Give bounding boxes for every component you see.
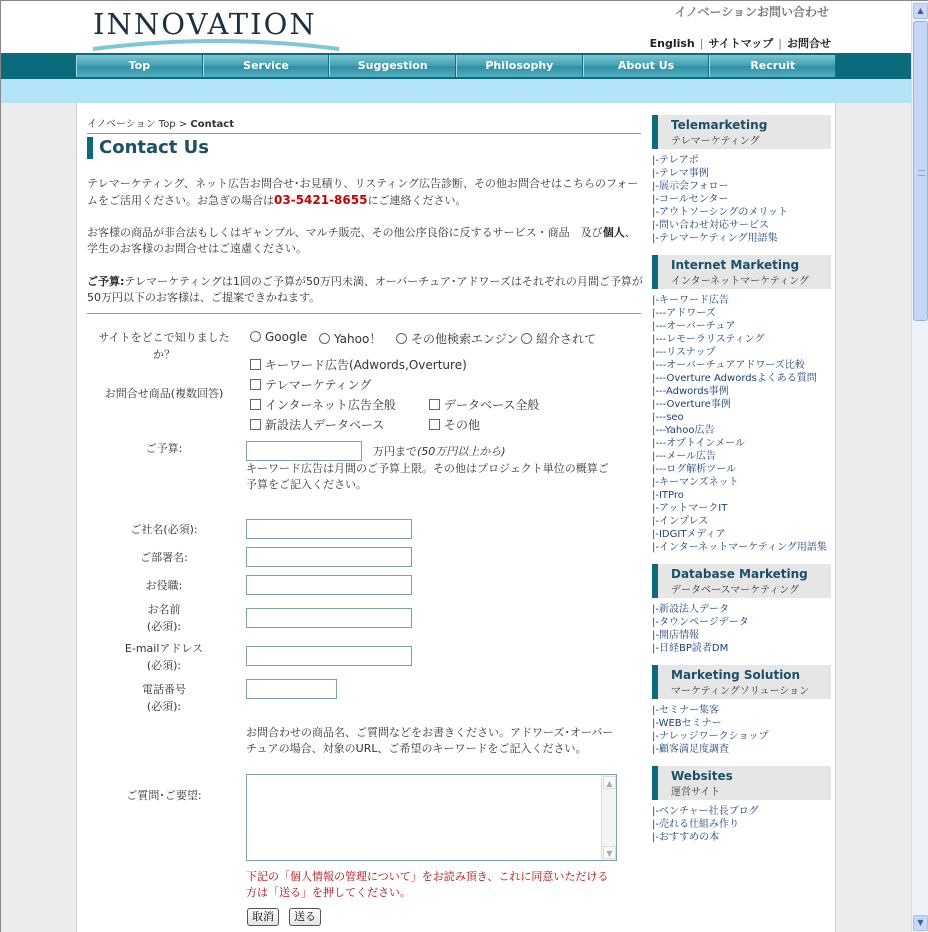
dept-input[interactable] xyxy=(246,547,412,567)
sidebar-head-jp: 運営サイト xyxy=(671,787,721,798)
intro-text: テレマーケティング、ネット広告お問合せ･お見積り、リスティング広告診断、その他お問合せはこちらのフォームをご活用ください。お急ぎの場合は xyxy=(87,177,639,207)
separator: | xyxy=(778,37,782,50)
nav-top[interactable]: Top xyxy=(76,55,203,77)
check-keyword-ads[interactable] xyxy=(250,356,467,373)
checkbox[interactable] xyxy=(429,419,440,430)
question-label: ご質問･ご要望: xyxy=(126,789,202,802)
email-label xyxy=(89,640,239,674)
checkbox[interactable] xyxy=(250,399,261,410)
english-link[interactable]: English xyxy=(649,37,695,50)
section-divider xyxy=(87,313,641,314)
sidebar-head-en: Telemarketing xyxy=(671,118,768,132)
intro-bold: 個人 xyxy=(602,226,625,239)
phone-label-line: (必須): xyxy=(146,700,182,713)
company-label: ご社名(必須): xyxy=(130,523,198,536)
radio-button[interactable] xyxy=(396,333,407,344)
intro-text: お客様の商品が非合法もしくはギャンブル、マルチ販売、その他公序良俗に反するサービス・商品 及び xyxy=(87,226,603,239)
sidebar-list-marketing-solution xyxy=(652,704,837,756)
email-label-line: (必須): xyxy=(146,659,182,672)
scroll-down-icon[interactable]: ▼ xyxy=(603,846,616,859)
checkbox[interactable] xyxy=(429,399,440,410)
sidebar-link[interactable]: |-アウトソーシングのメリット xyxy=(652,207,788,218)
budget-unit-text: 万円まで xyxy=(373,445,417,458)
budget-note: キーワード広告は月間のご予算上限。その他はプロジェクト単位の概算ご予算をご記入ください。 xyxy=(246,462,609,491)
utility-links xyxy=(650,35,831,51)
budget-input[interactable] xyxy=(246,441,362,461)
header-band xyxy=(1,79,911,103)
sidebar-head-en: Database Marketing xyxy=(671,567,808,581)
intro-text: 、学生のお客様のお問合せはご遠慮ください。 xyxy=(87,226,636,255)
sidebar-link[interactable]: |-テレマーケティング用語集 xyxy=(652,233,778,244)
sidebar-link[interactable]: |-インターネットマーケティング用語集 xyxy=(652,542,827,553)
sidebar-link[interactable]: |-問い合わせ対応サービス xyxy=(652,220,769,231)
main-nav xyxy=(76,55,836,77)
sidebar-link[interactable]: |-コールセンター xyxy=(652,194,729,205)
nav-service[interactable]: Service xyxy=(203,55,330,77)
sidebar-link[interactable]: |---メール広告 xyxy=(652,451,716,462)
question-note: お問合わせの商品名、ご質問などをお書きください。アドワーズ･オーバーチュアの場合、対象のURL、ご希望のキーワードをご記入ください。 xyxy=(246,726,614,755)
nav-philosophy[interactable]: Philosophy xyxy=(456,55,583,77)
grip-icon xyxy=(918,170,925,176)
checkbox[interactable] xyxy=(250,359,261,370)
sidebar-link[interactable]: |---オーバーチュアアドワーズ比較 xyxy=(652,360,805,371)
sidebar-head-marketing-solution[interactable] xyxy=(652,665,831,699)
breadcrumb-home[interactable]: イノベーション Top xyxy=(87,119,176,130)
checkbox-label: 新設法人データベース xyxy=(265,418,385,432)
sidebar-link[interactable]: |---ログ解析ツール xyxy=(652,464,736,475)
radio-label: その他検索エンジン xyxy=(411,332,519,346)
sidebar-link[interactable]: |-新設法人データ xyxy=(652,604,729,615)
sidebar-head-en: Websites xyxy=(671,769,733,783)
sitemap-link[interactable]: サイトマップ xyxy=(708,37,774,50)
sidebar-head-jp: マーケティングソリューション xyxy=(671,686,810,697)
radio-button[interactable] xyxy=(521,333,532,344)
sidebar-link[interactable]: |-インプレス xyxy=(652,516,709,527)
site-title: イノベーションお問い合わせ xyxy=(674,5,829,19)
email-input[interactable] xyxy=(246,646,412,666)
intro-paragraph-1 xyxy=(87,176,643,209)
sidebar-list-websites xyxy=(652,805,837,844)
breadcrumb-current: Contact xyxy=(190,119,234,130)
check-other[interactable] xyxy=(429,416,480,433)
checkbox-label: インターネット広告全般 xyxy=(265,398,396,412)
sidebar-link[interactable]: |-ベンチャー社長ブログ xyxy=(652,806,759,817)
sidebar-link[interactable]: |---Overture Adwordsよくある質問 xyxy=(652,373,817,384)
source-label: サイトをどこで知りましたか？ xyxy=(98,331,230,361)
nav-recruit[interactable]: Recruit xyxy=(709,55,836,77)
sidebar-head-telemarketing[interactable] xyxy=(652,115,831,149)
scrollbar-thumb[interactable] xyxy=(913,21,928,321)
sidebar-list-internet-marketing xyxy=(652,294,837,554)
sidebar-link[interactable]: |-展示会フォロー xyxy=(652,181,729,192)
sidebar-link[interactable]: |-アットマークIT xyxy=(652,503,728,514)
sidebar-link[interactable]: |---アドワーズ xyxy=(652,308,716,319)
sidebar-head-jp: インターネットマーケティング xyxy=(671,276,809,287)
sidebar-link[interactable]: |-テレマ事例 xyxy=(652,168,709,179)
check-internet-ads[interactable] xyxy=(250,396,396,413)
sidebar-head-database-marketing[interactable] xyxy=(652,564,831,598)
sidebar-link[interactable]: |-WEBセミナー xyxy=(652,718,722,729)
position-input[interactable] xyxy=(246,575,412,595)
page-title: Contact Us xyxy=(87,137,209,159)
intro-bold: ご予算: xyxy=(87,275,125,288)
breadcrumb xyxy=(87,115,641,134)
name-input[interactable] xyxy=(246,608,412,628)
phone-label-line: 電話番号 xyxy=(142,683,186,696)
sidebar-link[interactable]: |-IDGITメディア xyxy=(652,529,726,540)
sidebar-link[interactable]: |-おすすめの本 xyxy=(652,832,720,843)
sidebar-link[interactable]: |-ナレッジワークショップ xyxy=(652,731,769,742)
check-database[interactable] xyxy=(429,396,539,413)
intro-paragraph-2 xyxy=(87,225,643,257)
budget-hint: (50万円以上から) xyxy=(417,445,506,458)
sidebar-link[interactable]: |-テレアポ xyxy=(652,155,699,166)
page-scrollbar[interactable] xyxy=(911,1,928,932)
dept-label: ご部署名: xyxy=(140,551,188,564)
breadcrumb-sep: > xyxy=(175,119,191,130)
scroll-up-icon[interactable]: ▲ xyxy=(603,776,616,789)
name-label-line: お名前 xyxy=(147,603,181,616)
phone-input[interactable] xyxy=(246,679,337,699)
innovation-logo[interactable]: INNOVATION xyxy=(93,7,317,41)
checkbox-label: その他 xyxy=(444,418,481,432)
site-header xyxy=(1,1,911,53)
sidebar-head-en: Internet Marketing xyxy=(671,258,800,272)
sidebar-link[interactable]: |-キーマンズネット xyxy=(652,477,739,488)
sidebar-link[interactable]: |-売れる仕組み作り xyxy=(652,819,739,830)
company-input[interactable] xyxy=(246,519,412,539)
radio-yahoo[interactable] xyxy=(319,330,381,347)
radio-other-engine[interactable] xyxy=(396,330,518,347)
sidebar-link[interactable]: |---リスナップ xyxy=(652,347,716,358)
phone-label xyxy=(89,681,239,715)
email-label-line: E-mailアドレス xyxy=(124,642,204,655)
radio-referral[interactable] xyxy=(521,330,596,347)
sidebar-head-jp: データベースマーケティング xyxy=(671,585,800,596)
sidebar-list-database-marketing xyxy=(652,603,837,655)
sidebar-link[interactable]: |-ITPro xyxy=(652,490,684,501)
sidebar-link[interactable]: |-開店情報 xyxy=(652,630,699,641)
sidebar-link[interactable]: |---Adwords事例 xyxy=(652,386,729,397)
intro-text: にご連絡ください。 xyxy=(367,194,467,207)
sidebar-link[interactable]: |-日経BP読者DM xyxy=(652,643,729,654)
intro-paragraph-3 xyxy=(87,274,643,306)
separator: | xyxy=(699,37,704,50)
sidebar-link[interactable]: |---seo xyxy=(652,412,684,423)
sidebar-link[interactable]: |-タウンページデータ xyxy=(652,617,749,628)
sidebar-link[interactable]: |-顧客満足度調査 xyxy=(652,744,729,755)
submit-button[interactable]: 送る xyxy=(289,908,321,926)
scroll-up-icon[interactable]: ▲ xyxy=(913,3,928,19)
name-label-line: (必須): xyxy=(146,620,182,633)
sidebar-head-en: Marketing Solution xyxy=(671,668,801,682)
radio-google[interactable] xyxy=(250,330,307,344)
sidebar-head-jp: テレマーケティング xyxy=(671,136,760,147)
position-label: お役職: xyxy=(145,579,183,592)
radio-label: Yahoo！ xyxy=(334,332,382,346)
checkbox-label: テレマーケティング xyxy=(265,378,372,392)
cancel-button[interactable]: 取消 xyxy=(247,908,279,926)
nav-about-us[interactable]: About Us xyxy=(583,55,710,77)
contact-link[interactable]: お問合せ xyxy=(787,37,831,50)
phone-number: 03-5421-8655 xyxy=(274,193,368,207)
logo-swoosh-icon xyxy=(91,37,341,51)
textarea-scrollbar[interactable] xyxy=(601,775,616,860)
check-telemarketing[interactable] xyxy=(250,376,371,393)
sidebar-head-internet-marketing[interactable] xyxy=(652,255,831,289)
sidebar-link[interactable]: |---オプトインメール xyxy=(652,438,745,449)
checkbox[interactable] xyxy=(250,379,261,390)
checkbox-label: キーワード広告(Adwords,Overture) xyxy=(265,358,467,372)
sidebar-link[interactable]: |---Yahoo広告 xyxy=(652,425,715,436)
sidebar-head-websites[interactable] xyxy=(652,766,831,800)
sidebar-link[interactable]: |-セミナー集客 xyxy=(652,705,719,716)
nav-suggestion[interactable]: Suggestion xyxy=(329,55,456,77)
product-label: お問合せ商品(複数回答) xyxy=(104,387,224,400)
scroll-down-icon[interactable]: ▼ xyxy=(913,915,928,931)
privacy-agreement-note: 下記の「個人情報の管理について」をお読み頂き、これに同意いただける方は「送る」を押してください。 xyxy=(246,870,609,899)
budget-label: ご予算: xyxy=(145,442,183,455)
name-label xyxy=(89,601,239,635)
sidebar-list-telemarketing xyxy=(652,154,837,245)
radio-label: Google xyxy=(265,330,308,344)
intro-text: テレマーケティングは1回のご予算が50万円未満、オーバーチュア･アドワーズはそれぞれの月間ご予算が50万円以下のお客様は、ご提案できかねます。 xyxy=(87,275,643,304)
radio-label: 紹介されて xyxy=(536,332,597,346)
sidebar-link[interactable]: |---オーバーチュア xyxy=(652,321,736,332)
sidebar-link[interactable]: |---レモーラリスティング xyxy=(652,334,765,345)
question-textarea[interactable] xyxy=(246,774,617,861)
radio-button[interactable] xyxy=(319,333,330,344)
sidebar-link[interactable]: |---Overture事例 xyxy=(652,399,731,410)
sidebar-link[interactable]: |-キーワード広告 xyxy=(652,295,729,306)
radio-button[interactable] xyxy=(250,331,261,342)
check-new-corp-db[interactable] xyxy=(250,416,384,433)
checkbox-label: データベース全般 xyxy=(444,398,540,412)
checkbox[interactable] xyxy=(250,419,261,430)
budget-unit xyxy=(373,444,506,460)
